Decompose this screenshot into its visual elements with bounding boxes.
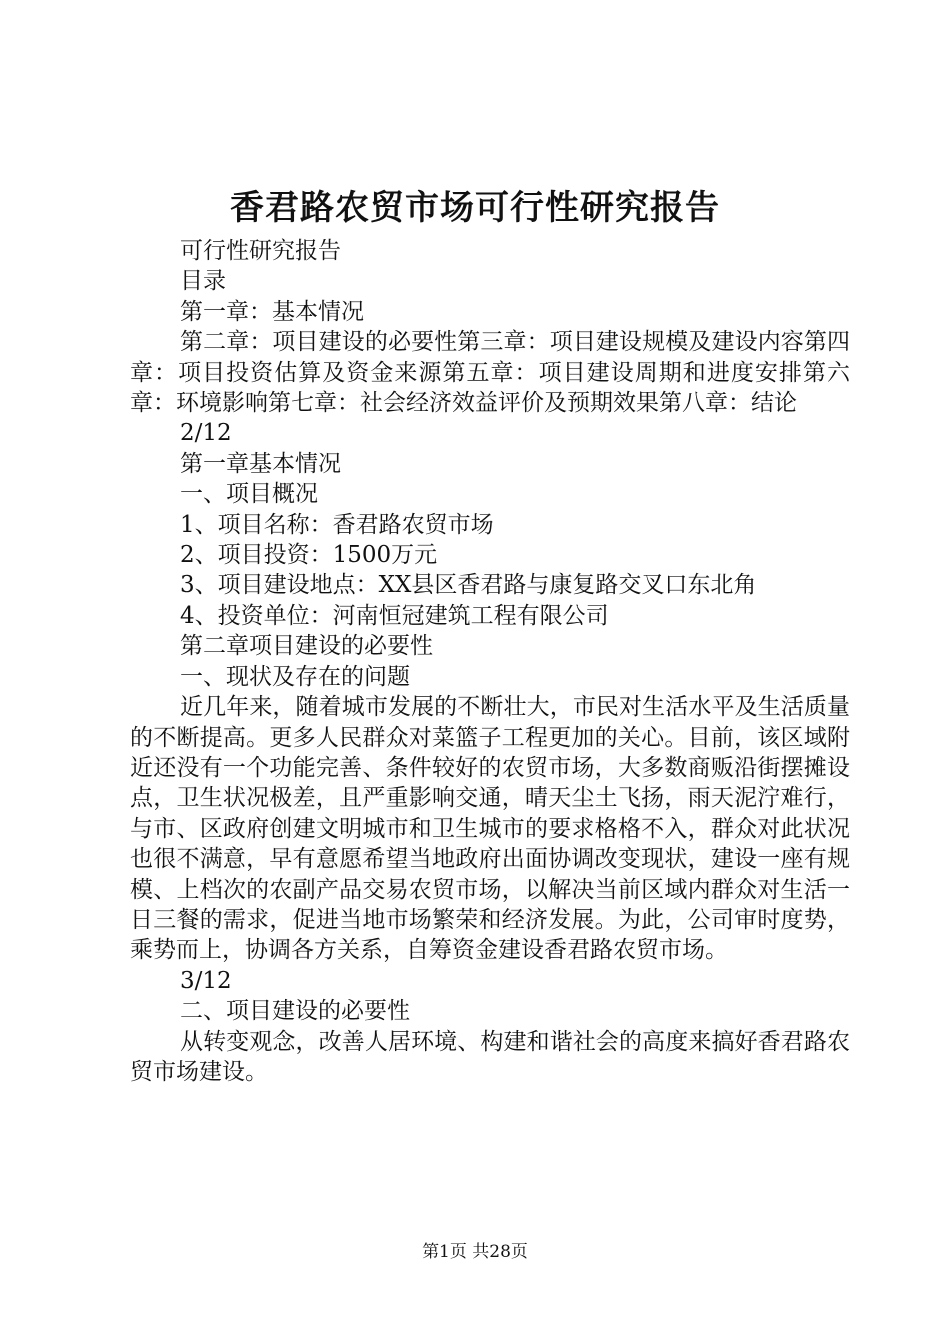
report-subtitle: 可行性研究报告 [180, 238, 341, 264]
section-heading: 一、现状及存在的问题 [180, 663, 410, 690]
document-body [130, 236, 850, 1087]
necessity-paragraph: 从转变观念，改善人居环境、构建和谐社会的高度来搞好香君路农贸市场建设。 [130, 1028, 850, 1085]
section-heading: 一、项目概况 [180, 481, 318, 508]
document-title: 香君路农贸市场可行性研究报告 [230, 188, 720, 228]
chapter-1-heading: 第一章基本情况 [180, 450, 341, 477]
toc-heading: 目录 [180, 268, 226, 295]
project-investment-item: 2、项目投资：1500万元 [180, 542, 438, 569]
page-marker: 2/12 [180, 420, 232, 447]
chapter-2-heading: 第二章项目建设的必要性 [180, 633, 433, 660]
investor-item: 4、投资单位：河南恒冠建筑工程有限公司 [180, 602, 609, 629]
page-footer: 第1页 共28页 [422, 1242, 528, 1262]
project-location-item: 3、项目建设地点：XX县区香君路与康复路交叉口东北角 [180, 572, 757, 599]
page-marker: 3/12 [180, 967, 232, 994]
section-heading: 二、项目建设的必要性 [180, 998, 410, 1025]
status-paragraph: 近几年来，随着城市发展的不断壮大，市民对生活水平及生活质量的不断提高。更多人民群众对菜篮子工程更加的关心。目前，该区域附近还没有一个功能完善、条件较好的农贸市场，大多数商贩沿街摆摊设点，卫生状况极差，且严重影响交通，晴天尘土飞扬，雨天泥泞难行，与市、区政府创建文明城市和卫生城市的要求格格不入，群众对此状况也很不满意，早有意愿希望当地政府出面协调改变现状，建设一座有规模、上档次的农副产品交易农贸市场，以解决当前区域内群众对生活一日三餐的需求，促进当地市场繁荣和经济发展。为此，公司审时度势，乘势而上，协调各方关系，自筹资金建设香君路农贸市场。 [130, 694, 850, 964]
toc-chapters-paragraph: 第二章：项目建设的必要性第三章：项目建设规模及建设内容第四章：项目投资估算及资金来源第五章：项目建设周期和进度安排第六章：环境影响第七章：社会经济效益评价及预期效果第八章：结论 [130, 329, 850, 417]
project-name-item: 1、项目名称：香君路农贸市场 [180, 511, 494, 538]
toc-chapter-1: 第一章：基本情况 [180, 298, 364, 325]
